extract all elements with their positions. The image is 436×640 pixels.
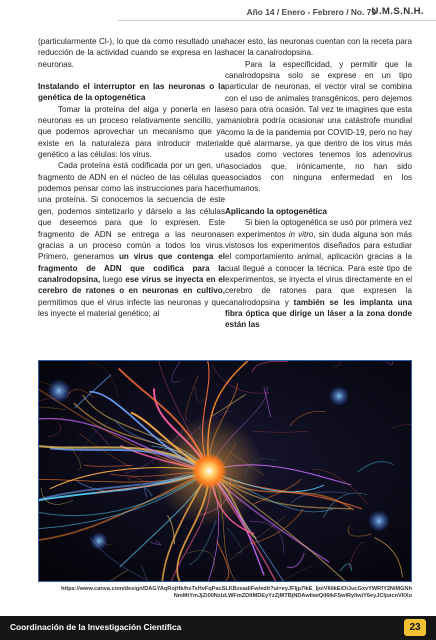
left-paragraph-3-bold-1: un virus que contenga el fragmento de ADN que codifica para la canalrodopsina, [38, 252, 226, 284]
left-paragraph-1: (particularmente Cl-), lo que da como resultado una reducción de la actividad cuando se expresa en las neuronas. [38, 37, 225, 69]
neuron-illustration [38, 360, 412, 582]
page-header [0, 0, 436, 26]
header-rule [118, 20, 436, 21]
left-paragraph-3-text: Cada proteína está codificada por un gen, un fragmento de ADN en el núcleo de las células que podemos pensar como las instrucciones para hacer una proteína. Si conocemos la secuencia de este gen, podemos sintetizarlo y dárselo a las células que deseemos para que lo expresen. Este fragmento de ADN se entrega a las neuronas gracias a un proceso común a todos los virus. Primero, generamos [38, 161, 225, 262]
left-paragraph-3-mid: luego [102, 274, 123, 284]
right-paragraph-3 [225, 217, 412, 330]
image-credit-url[interactable]: https://www.canva.com/design/DAGYAqRojHk/hsTsHvFqPacSLKBzeadiFw/edit?ui=eyJFIjp7IkE_IjoiVlliIkEiOiJucGxvYWRfY2NiMGNhNmMtYmJjZi00NzlzLWFmZDItMDEyYzZjMTBjNDAwIiwiQiI6IkFSwlRyIiwiY6eyJCIjoicnVlIXo [61, 586, 412, 599]
right-paragraph-3-start: Si bien la optogenética se usó por primera vez en experimentos [225, 218, 412, 239]
right-paragraph-1: hacer esto, las neuronas cuentan con la receta para hacer la canalrodopsina. [225, 37, 412, 58]
neuron-network-icon [39, 361, 411, 581]
left-paragraph-3-end: permitimos que el virus infecte las neuronas y que les inyecte el material genético; al [38, 297, 225, 318]
footer-label: Coordinación de la Investigación Científica [10, 622, 182, 632]
right-paragraph-3-bold: también se les implanta una fibra óptica que dirige un láser a la zona donde están las [225, 297, 413, 330]
section-heading-applying: Aplicando la optogenética [225, 206, 327, 216]
issue-info: Año 14 / Enero - Febrero / No. 79 [246, 7, 376, 17]
left-paragraph-3-bold-2: ese virus se inyecta en el cerebro de ratones o en neuronas en cultivo, [38, 274, 226, 296]
section-heading-installing: Instalando el interruptor en las neuronas o la genética de la optogenética [38, 82, 225, 103]
page-number-badge: 23 [404, 619, 426, 636]
right-paragraph-3-mid: , sin duda alguna son más vistosos los experimentos diseñados para estudiar el comportamiento animal, aplicación gracias a la cual llegué a conocer la técnica. Para este tipo de experimentos, se inyecta el virus directamente en el cerebro de ratones para que expresen la canalrodopsina y [225, 229, 413, 307]
right-paragraph-2: Para la especificidad, y permitir que la canalrodopsina solo se exprese en un tipo particular de neuronas, el vector viral se combina con el uso de animales transgénicos, pero dejemos eso para otra ocasión. Tal vez te imagines que esta maniobra podría ocasionar una catástrofe mundial como la de la pandemia por COVID-19, pero no hay de qué alarmarse, ya que dentro de los virus más usados como vectores tenemos los adenovirus asociados que, irónicamente, no han sido asociados con ninguna enfermedad en los humanos. [225, 59, 412, 194]
right-column [225, 36, 412, 331]
left-paragraph-2: Tomar la proteína del alga y ponerla en las neuronas es un proceso relativamente sencillo, ya que podemos aprovechar un mecanismo que ya existe en la naturaleza para introducir material genético a las células: los virus. [38, 104, 225, 160]
university-name: U.M.S.N.H. [371, 6, 424, 17]
left-column [38, 36, 225, 319]
page-footer [0, 616, 436, 640]
left-paragraph-3 [38, 160, 225, 319]
right-paragraph-3-italic: in vitro [288, 229, 314, 239]
